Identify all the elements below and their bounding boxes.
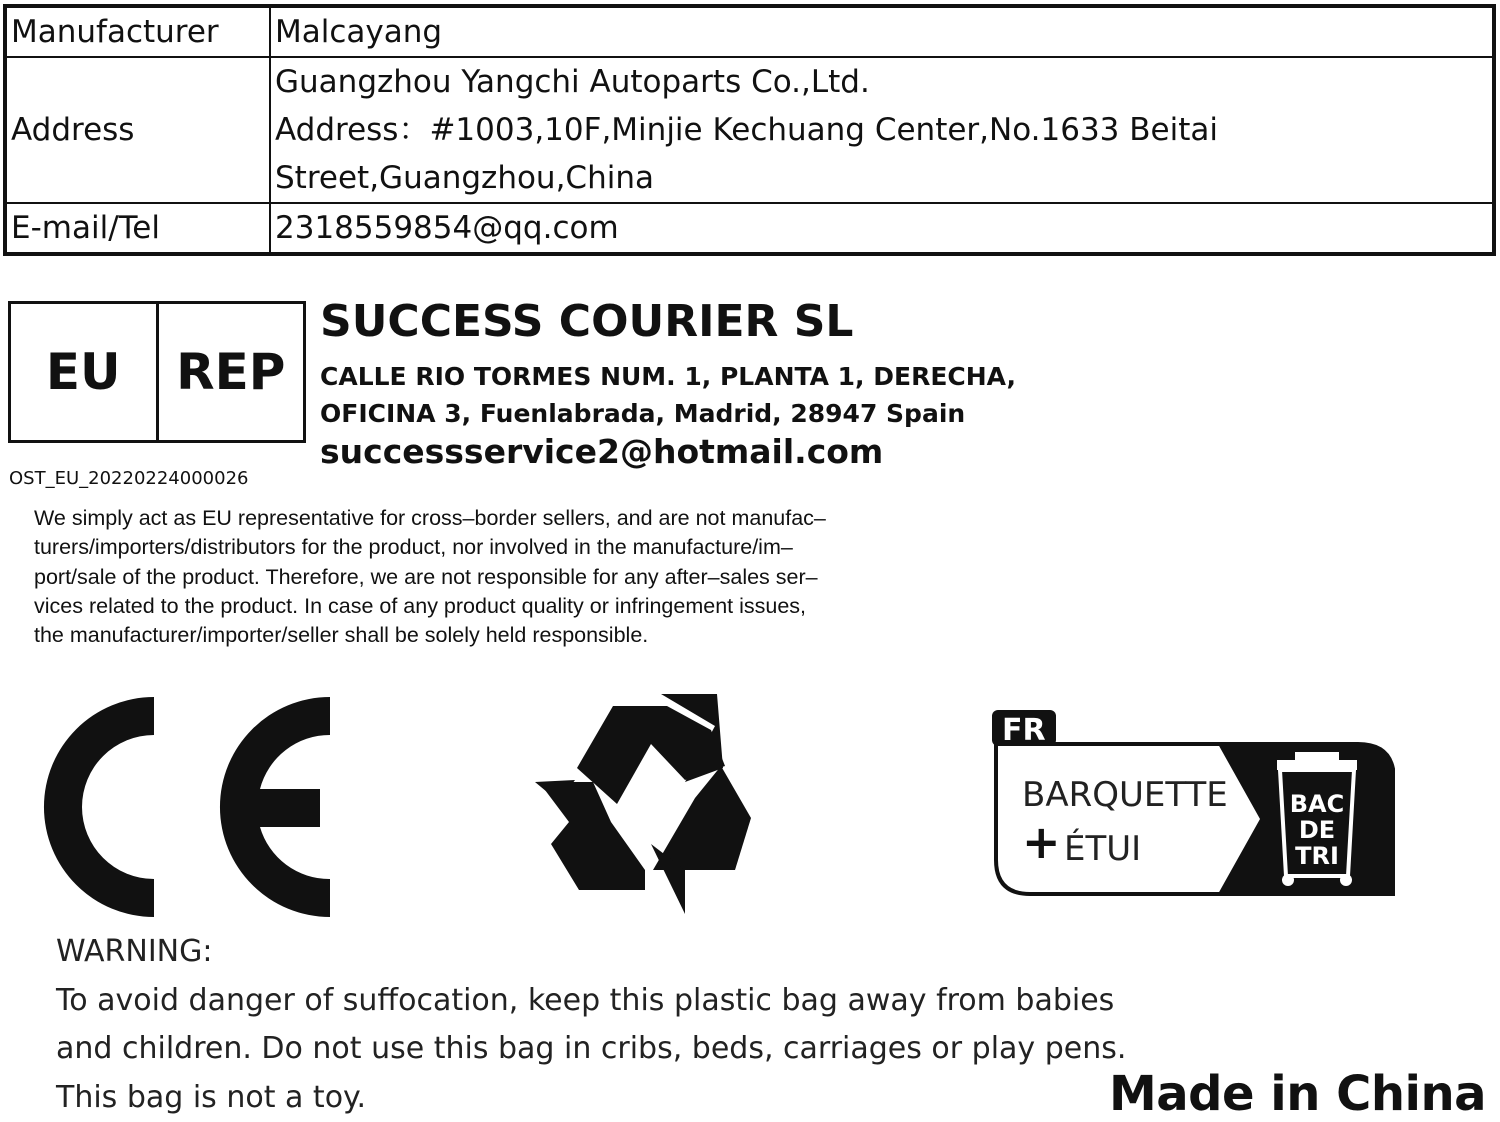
triman-country: FR bbox=[1002, 713, 1046, 748]
triman-plus: + bbox=[1022, 815, 1061, 869]
eu-rep-left: EU bbox=[11, 304, 159, 440]
courier-address-line: OFICINA 3, Fuenlabrada, Madrid, 28947 Spain bbox=[320, 395, 1016, 432]
address-line: Street,Guangzhou,China bbox=[275, 154, 1492, 202]
ce-mark-icon bbox=[30, 697, 330, 917]
manufacturer-value: Malcayang bbox=[270, 6, 1494, 57]
courier-email: successservice2@hotmail.com bbox=[320, 432, 883, 471]
disclaimer-line: the manufacturer/importer/seller shall be solely held responsible. bbox=[34, 621, 994, 650]
bin-text: DE bbox=[1299, 816, 1335, 844]
address-value bbox=[270, 57, 1494, 203]
bin-text: BAC bbox=[1290, 790, 1344, 818]
address-line: Guangzhou Yangchi Autoparts Co.,Ltd. bbox=[275, 58, 1492, 106]
eu-rep-box bbox=[8, 301, 306, 443]
table-row bbox=[5, 57, 1494, 203]
address-label: Address bbox=[5, 57, 270, 203]
warning-block bbox=[56, 928, 1126, 1122]
eu-rep-id: OST_EU_20220224000026 bbox=[9, 468, 248, 489]
eu-rep-right: REP bbox=[159, 304, 304, 440]
disclaimer-text bbox=[34, 504, 994, 650]
address-line: Address：#1003,10F,Minjie Kechuang Center,No.1633 Beitai bbox=[275, 106, 1492, 154]
courier-company: SUCCESS COURIER SL bbox=[320, 296, 853, 347]
manufacturer-table bbox=[3, 4, 1496, 256]
table-row bbox=[5, 203, 1494, 254]
warning-title: WARNING: bbox=[56, 928, 1126, 977]
warning-line: To avoid danger of suffocation, keep this plastic bag away from babies bbox=[56, 977, 1126, 1026]
bin-text: TRI bbox=[1295, 842, 1339, 870]
made-in-label: Made in China bbox=[1109, 1066, 1486, 1122]
table-row bbox=[5, 6, 1494, 57]
disclaimer-line: We simply act as EU representative for cross–border sellers, and are not manufac– bbox=[34, 504, 994, 533]
manufacturer-label: Manufacturer bbox=[5, 6, 270, 57]
triman-logo bbox=[990, 708, 1395, 896]
email-label: E-mail/Tel bbox=[5, 203, 270, 254]
warning-line: and children. Do not use this bag in cribs, beds, carriages or play pens. bbox=[56, 1025, 1126, 1074]
disclaimer-line: turers/importers/distributors for the product, nor involved in the manufacture/im– bbox=[34, 533, 994, 562]
disclaimer-line: port/sale of the product. Therefore, we are not responsible for any after–sales ser– bbox=[34, 563, 994, 592]
recycle-icon bbox=[535, 694, 759, 916]
warning-line: This bag is not a toy. bbox=[56, 1074, 1126, 1122]
triman-line2: ÉTUI bbox=[1064, 828, 1141, 869]
triman-line1: BARQUETTE bbox=[1022, 775, 1228, 815]
disclaimer-line: vices related to the product. In case of any product quality or infringement issues, bbox=[34, 592, 994, 621]
email-value: 2318559854@qq.com bbox=[270, 203, 1494, 254]
courier-address-line: CALLE RIO TORMES NUM. 1, PLANTA 1, DERECHA, bbox=[320, 358, 1016, 395]
courier-address bbox=[320, 358, 1016, 432]
